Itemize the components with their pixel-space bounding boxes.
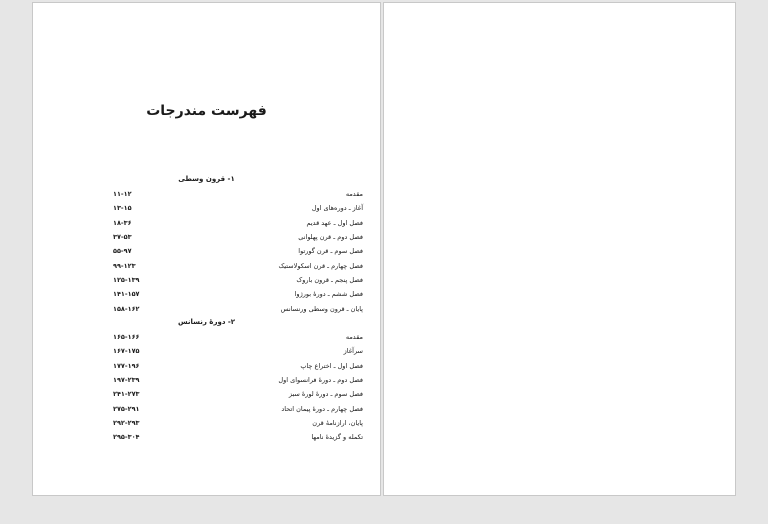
toc-entry[interactable] [113,216,363,230]
toc-entry[interactable] [113,230,363,244]
entry-page-range: ۲۹۲-۲۹۳ [113,418,140,427]
toc-entry[interactable] [113,273,363,287]
toc-entry[interactable] [113,244,363,258]
entry-title: فصل سوم ـ قرن گورتوا [298,247,363,256]
entry-page-range: ۲۴۱-۲۷۳ [113,390,140,399]
entry-page-range: ۱۱-۱۲ [113,190,132,199]
toc-entry[interactable] [113,301,363,315]
entry-title: پایان ـ قرون وسطی ورنسانس [280,304,363,313]
entry-page-range: ۱۶۵-۱۶۶ [113,333,140,342]
entry-page-range: ۱۵۸-۱۶۲ [113,304,140,313]
entry-page-range: ۱۹۷-۲۳۹ [113,376,140,385]
toc-entry[interactable] [113,344,363,358]
toc-entry[interactable] [113,287,363,301]
toc-entry[interactable] [113,187,363,201]
entry-title: فصل چهارم ـ دورهٔ پیمان اتحاد [281,404,363,413]
toc-entry[interactable] [113,359,363,373]
entry-page-range: ۱۸-۳۶ [113,218,132,227]
entry-title: فصل اول ـ اختراع چاپ [300,361,363,370]
toc-entry[interactable] [113,430,363,444]
entry-page-range: ۱۷۷-۱۹۶ [113,361,140,370]
entry-page-range: ۲۷۵-۲۹۱ [113,404,140,413]
entry-title: فصل چهارم ـ قرن اسکولاستیک [278,261,363,270]
toc-entry[interactable] [113,401,363,415]
entry-title: فصل دوم ـ قرن پهلوانی [298,233,363,242]
entry-title: فصل اول ـ عهد قدیم [306,218,363,227]
entry-title: فصل دوم ـ دورهٔ فرانسوای اول [278,376,363,385]
entry-title: مقدمه [345,333,363,342]
entry-page-range: ۱۳-۱۵ [113,204,132,213]
toc-list-renaissance [113,330,363,444]
toc-entry[interactable] [113,416,363,430]
entry-title: سرآغاز [343,347,363,356]
entry-title: فصل ششم ـ دورهٔ بورژوا [294,290,363,299]
entry-page-range: ۹۹-۱۲۳ [113,261,136,270]
entry-title: فصل پنجم ـ قرون باروک [296,275,363,284]
entry-page-range: ۵۵-۹۷ [113,247,132,256]
entry-title: پایان، ارازنامهٔ قرن [312,418,363,427]
entry-title: آغاز ـ دوره‌های اول [311,204,363,213]
entry-page-range: ۳۷-۵۳ [113,233,132,242]
entry-page-range: ۱۴۱-۱۵۷ [113,290,140,299]
section-heading-middle-ages: ۱- قرون وسطی [178,175,235,183]
section-heading-renaissance: ۲- دورهٔ رنسانس [177,318,236,326]
entry-title: مقدمه [345,190,363,199]
entry-title: فصل سوم ـ دورهٔ لورهٔ سبز [288,390,363,399]
left-page [32,2,381,496]
toc-entry[interactable] [113,258,363,272]
entry-page-range: ۲۹۵-۳۰۴ [113,433,140,442]
toc-list-middle-ages [113,187,363,316]
right-page-blank [383,2,736,496]
toc-entry[interactable] [113,373,363,387]
toc-entry[interactable] [113,330,363,344]
entry-page-range: ۱۶۷-۱۷۵ [113,347,140,356]
entry-page-range: ۱۲۵-۱۳۹ [113,275,140,284]
toc-entry[interactable] [113,387,363,401]
entry-title: تکمله و گزیدهٔ نامها [311,433,363,442]
toc-entry[interactable] [113,201,363,215]
toc-title: فهرست مندرجات [146,103,267,119]
